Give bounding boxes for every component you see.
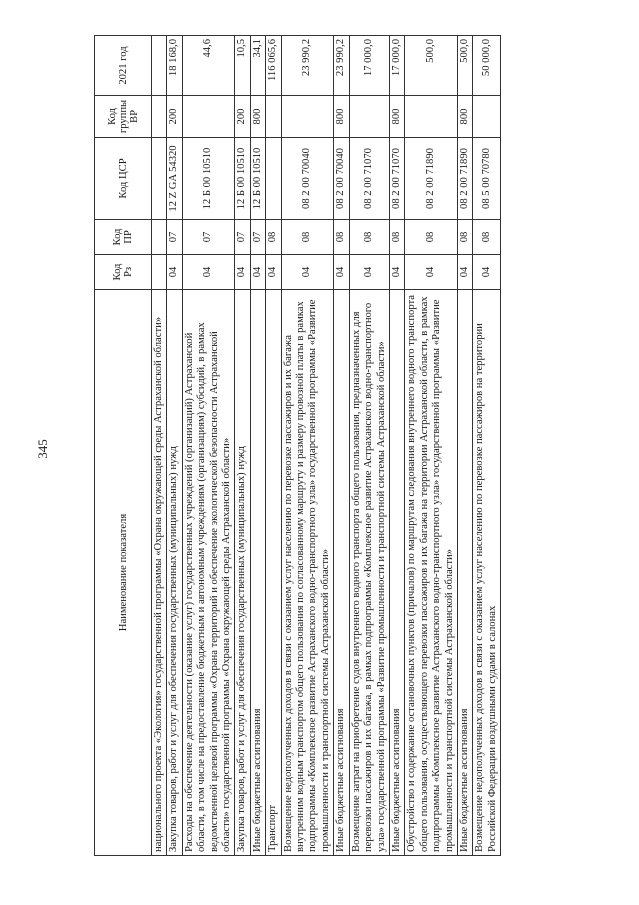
- row-rz: 04: [405, 255, 458, 290]
- row-pr: 08: [334, 220, 349, 255]
- table-row: [405, 36, 458, 856]
- row-vr: [473, 96, 501, 138]
- row-value: 18 168,0: [167, 36, 182, 96]
- row-csr: 08 2 00 71890: [405, 138, 458, 220]
- row-vr: [182, 96, 235, 138]
- rotated-budget-table: [94, 36, 584, 856]
- row-pr: 08: [457, 220, 472, 255]
- row-name: национального проекта «Экология» государственной программы «Охрана окружающей среды Астраханской области»: [152, 290, 167, 856]
- row-name: Обустройство и содержание остановочных пунктов (причалов) по маршрутам следования внутреннего водного транспорта общего пользования, осуществляющего перевозки пассажиров и их багажа на территории Астраханской области, в рамках подпрограммы «Комплексное развитие Астраханского водно-транспортного узла» государственной программы «Развитие промышленности и транспортной системы Астраханской области»: [405, 290, 458, 856]
- row-value: 116 065,6: [266, 36, 281, 96]
- row-value: 17 000,0: [389, 36, 404, 96]
- row-name: Иные бюджетные ассигнования: [389, 290, 404, 856]
- row-pr: 08: [266, 220, 281, 255]
- row-vr: 800: [334, 96, 349, 138]
- row-value: [152, 36, 167, 96]
- row-name: Транспорт: [266, 290, 281, 856]
- row-rz: 04: [235, 255, 250, 290]
- row-rz: 04: [182, 255, 235, 290]
- row-value: 23 990,2: [334, 36, 349, 96]
- row-rz: 04: [389, 255, 404, 290]
- row-pr: 08: [349, 220, 389, 255]
- row-value: 17 000,0: [349, 36, 389, 96]
- row-csr: 08 5 00 70780: [473, 138, 501, 220]
- row-vr: 200: [235, 96, 250, 138]
- header-csr: Код ЦСР: [95, 138, 152, 220]
- row-rz: 04: [457, 255, 472, 290]
- row-name: Иные бюджетные ассигнования: [457, 290, 472, 856]
- row-rz: 04: [266, 255, 281, 290]
- table-row: [349, 36, 389, 856]
- row-vr: 800: [389, 96, 404, 138]
- row-name: Расходы на обеспечение деятельности (оказание услуг) государственных учреждений (организаций) Астраханской области, в том числе на предоставление бюджетным и автономным учреждениям (организациям) субсидий, в рамках ведомственной целевой программы «Охрана территорий и обеспечение экологической безопасности Астраханской области» государственной программы «Охрана окружающей среды Астраханской области»: [182, 290, 235, 856]
- row-value: 500,0: [405, 36, 458, 96]
- row-name: Возмещение недополученных доходов в связи с оказанием услуг населению по перевозке пассажиров на территории Российской Федерации воздушными судами в салонах: [473, 290, 501, 856]
- row-pr: 07: [250, 220, 265, 255]
- row-value: 44,6: [182, 36, 235, 96]
- row-pr: 07: [182, 220, 235, 255]
- header-year: 2021 год: [95, 36, 152, 96]
- row-vr: 800: [457, 96, 472, 138]
- row-csr: 12 Б 00 10510: [235, 138, 250, 220]
- row-pr: 07: [167, 220, 182, 255]
- table-row: [235, 36, 250, 856]
- row-pr: 08: [473, 220, 501, 255]
- header-vr: Код группы ВР: [95, 96, 152, 138]
- row-value: 500,0: [457, 36, 472, 96]
- row-rz: [152, 255, 167, 290]
- row-vr: [266, 96, 281, 138]
- row-csr: 08 2 00 71070: [389, 138, 404, 220]
- row-vr: 800: [250, 96, 265, 138]
- table-row: [182, 36, 235, 856]
- row-value: 34,1: [250, 36, 265, 96]
- row-vr: [281, 96, 334, 138]
- row-csr: [266, 138, 281, 220]
- row-vr: 200: [167, 96, 182, 138]
- row-pr: 08: [281, 220, 334, 255]
- table-row: [389, 36, 404, 856]
- row-csr: 08 2 00 71070: [349, 138, 389, 220]
- row-csr: 12 Z GA 54320: [167, 138, 182, 220]
- row-rz: 04: [334, 255, 349, 290]
- row-pr: 08: [389, 220, 404, 255]
- row-rz: 04: [281, 255, 334, 290]
- row-name: Закупка товаров, работ и услуг для обеспечения государственных (муниципальных) нужд: [167, 290, 182, 856]
- header-pr: Код ПР: [95, 220, 152, 255]
- row-vr: [152, 96, 167, 138]
- budget-table: [94, 35, 501, 856]
- table-row: [281, 36, 334, 856]
- row-pr: [152, 220, 167, 255]
- row-pr: 07: [235, 220, 250, 255]
- page-number: 345: [35, 439, 50, 459]
- row-csr: 08 2 00 71890: [457, 138, 472, 220]
- row-rz: 04: [349, 255, 389, 290]
- table-row: [457, 36, 472, 856]
- table-row: [334, 36, 349, 856]
- row-csr: 12 Б 00 10510: [250, 138, 265, 220]
- row-name: Иные бюджетные ассигнования: [250, 290, 265, 856]
- table-row: [266, 36, 281, 856]
- row-vr: [405, 96, 458, 138]
- row-csr: 12 Б 00 10510: [182, 138, 235, 220]
- row-rz: 04: [250, 255, 265, 290]
- row-csr: 08 2 00 70040: [334, 138, 349, 220]
- row-value: 50 000,0: [473, 36, 501, 96]
- row-pr: 08: [405, 220, 458, 255]
- table-row: [152, 36, 167, 856]
- table-row: [250, 36, 265, 856]
- row-name: Иные бюджетные ассигнования: [334, 290, 349, 856]
- table-row: [167, 36, 182, 856]
- row-rz: 04: [473, 255, 501, 290]
- row-name: Возмещение недополученных доходов в связи с оказанием услуг населению по перевозке пассажиров и их багажа внутренним водным транспортом общего пользования по согласованному маршруту и размеру провозной платы в рамках подпрограммы «Комплексное развитие Астраханского водно-транспортного узла» государственной программы «Развитие промышленности и транспортной системы Астраханской области»: [281, 290, 334, 856]
- row-value: 10,5: [235, 36, 250, 96]
- row-value: 23 990,2: [281, 36, 334, 96]
- row-name: Возмещение затрат на приобретение судов внутреннего водного транспорта общего пользования, предназначенных для перевозки пассажиров и их багажа, в рамках подпрограммы «Комплексное развитие Астраханского водно-транспортного узла» государственной программы «Развитие промышленности и транспортной системы Астраханской области»: [349, 290, 389, 856]
- row-name: Закупка товаров, работ и услуг для обеспечения государственных (муниципальных) нужд: [235, 290, 250, 856]
- row-rz: 04: [167, 255, 182, 290]
- header-name: Наименование показателя: [95, 290, 152, 856]
- header-row: [95, 36, 152, 856]
- header-rz: Код Рз: [95, 255, 152, 290]
- table-row: [473, 36, 501, 856]
- row-csr: [152, 138, 167, 220]
- row-vr: [349, 96, 389, 138]
- row-csr: 08 2 00 70040: [281, 138, 334, 220]
